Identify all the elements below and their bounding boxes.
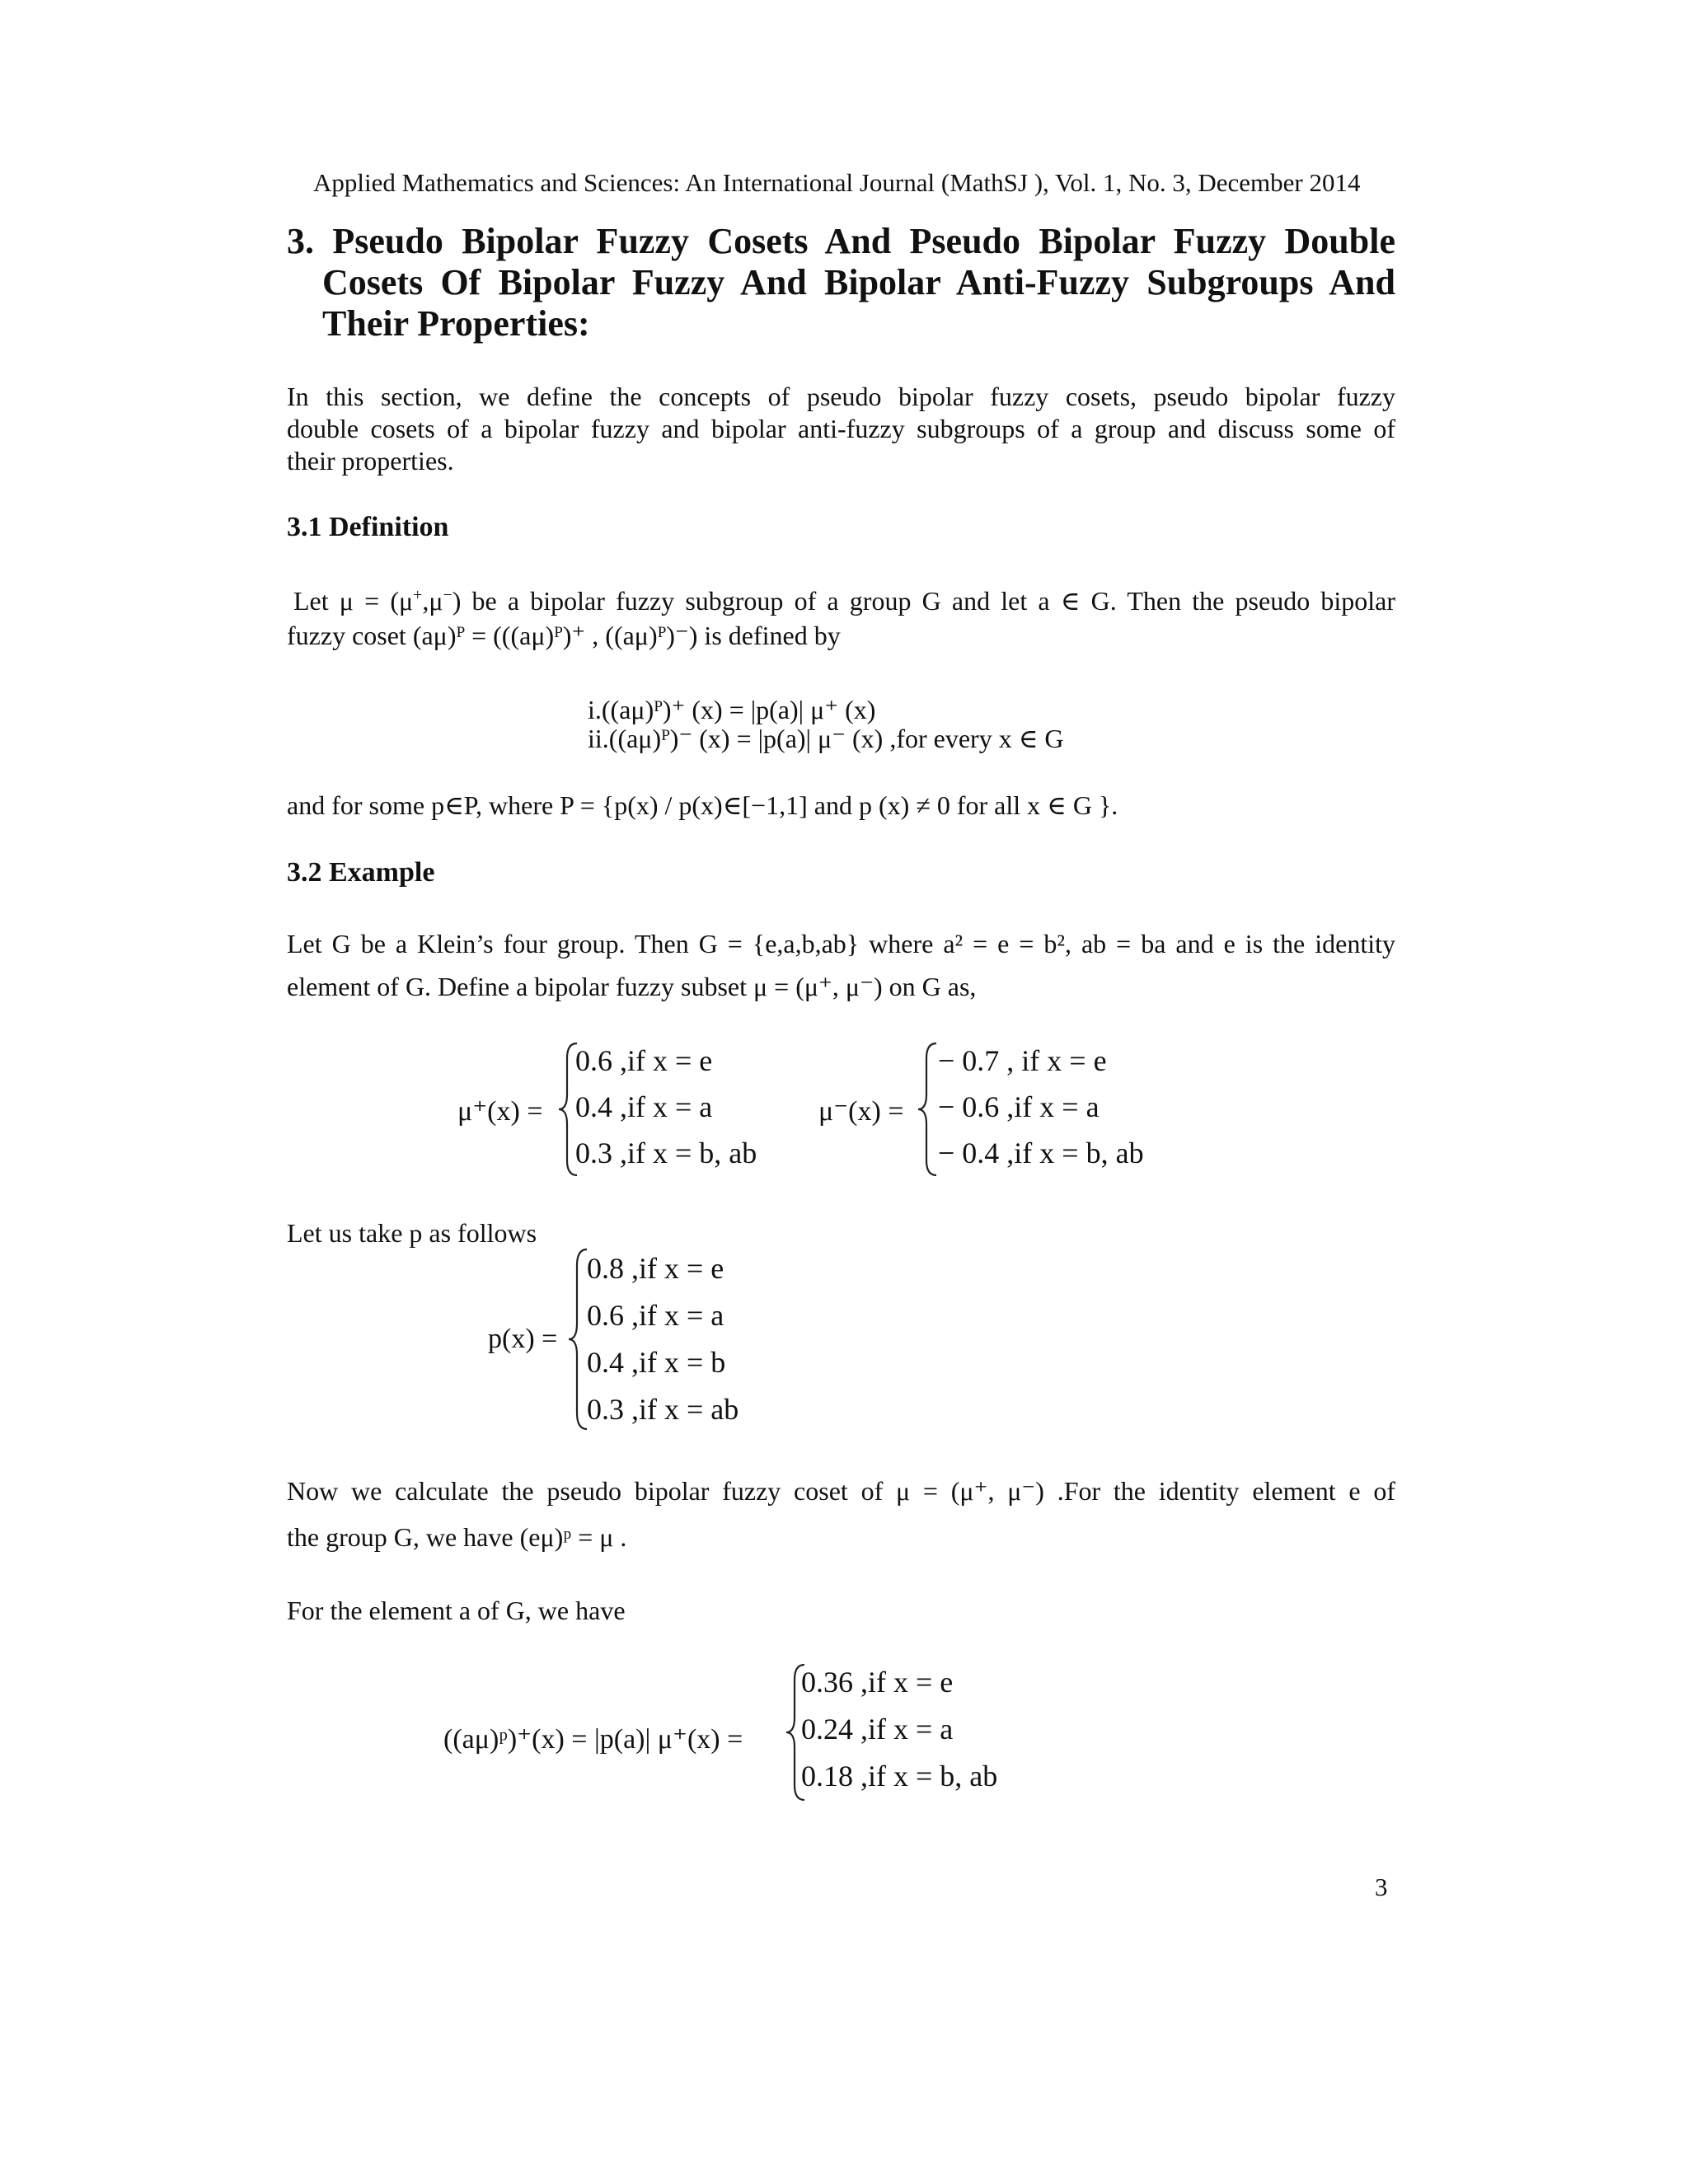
element-a-intro: For the element a of G, we have [287,1596,626,1625]
p-case-a: 0.6 ,if x = a [587,1299,724,1332]
mu-plus-case-a: 0.4 ,if x = a [575,1090,713,1123]
definition-heading: 3.1 Definition [287,512,449,542]
mu-minus-case-b-ab: − 0.4 ,if x = b, ab [938,1137,1144,1169]
calc-line-1: Now we calculate the pseudo bipolar fuzzy coset of μ = (μ⁺, μ⁻) .For the identity element e of [287,1476,1395,1506]
intro-paragraph [287,381,1395,477]
mu-minus-case-a: − 0.6 ,if x = a [938,1090,1100,1123]
coset-case-b-ab: 0.18 ,if x = b, ab [801,1760,998,1793]
page-number: 3 [1375,1872,1388,1901]
coset-case-e: 0.36 ,if x = e [801,1666,954,1699]
example-line-2: element of G. Define a bipolar fuzzy subset μ = (μ⁺, μ⁻) on G as, [287,972,977,1001]
p-case-ab: 0.3 ,if x = ab [587,1393,739,1426]
coset-case-a: 0.24 ,if x = a [801,1713,954,1746]
journal-header: Applied Mathematics and Sciences: An International Journal (MathSJ ), Vol. 1, No. 3, December 2014 [313,168,1361,197]
p-case-e: 0.8 ,if x = e [587,1252,724,1285]
mu-plus-case-b-ab: 0.3 ,if x = b, ab [575,1137,757,1169]
p-intro: Let us take p as follows [287,1218,537,1248]
p-lhs: p(x) = [488,1324,558,1354]
definition-line-2: fuzzy coset (aμ)ᴾ = (((aμ)ᴾ)⁺ , ((aμ)ᴾ)⁻) is defined by [287,621,841,650]
section-title-line-3: Their Properties: [322,303,590,344]
coset-lhs: ((aμ)ᵖ)⁺(x) = |p(a)| μ⁺(x) = [443,1724,743,1755]
section-title [287,221,1395,344]
intro-line-1: In this section, we define the concepts of pseudo bipolar fuzzy cosets, pseudo bipolar fuzzy [287,382,1395,411]
definition-item-i: i.((aμ)ᴾ)⁺ (x) = |p(a)| μ⁺ (x) [588,695,876,724]
example-line-1: Let G be a Klein’s four group. Then G = {e,a,b,ab} where a² = e = b², ab = ba and e is the identity [287,929,1395,958]
section-title-line-1: 3. Pseudo Bipolar Fuzzy Cosets And Pseudo Bipolar Fuzzy Double [287,221,1395,261]
mu-plus-case-e: 0.6 ,if x = e [575,1044,713,1077]
definition-condition: and for some p∈P, where P = {p(x) / p(x)∈[−1,1] and p (x) ≠ 0 for all x ∈ G }. [287,790,1118,820]
definition-line-1: Let μ = (μ+,μ−) be a bipolar fuzzy subgroup of a group G and let a ∈ G. Then the pseudo bipolar [293,586,1396,616]
mu-minus-case-e: − 0.7 , if x = e [938,1044,1107,1077]
mu-plus-lhs: μ⁺(x) = [457,1096,543,1127]
calc-line-2: the group G, we have (eμ)ᵖ = μ . [287,1522,627,1552]
p-case-b: 0.4 ,if x = b [587,1346,726,1379]
example-heading: 3.2 Example [287,857,435,888]
definition-item-ii: ii.((aμ)ᴾ)⁻ (x) = |p(a)| μ⁻ (x) ,for every x ∈ G [588,724,1064,753]
section-title-line-2: Cosets Of Bipolar Fuzzy And Bipolar Anti-Fuzzy Subgroups And [322,262,1395,302]
mu-minus-lhs: μ⁻(x) = [818,1096,904,1127]
intro-line-2: double cosets of a bipolar fuzzy and bipolar anti-fuzzy subgroups of a group and discuss some of [287,414,1395,443]
intro-line-3: their properties. [287,446,454,476]
